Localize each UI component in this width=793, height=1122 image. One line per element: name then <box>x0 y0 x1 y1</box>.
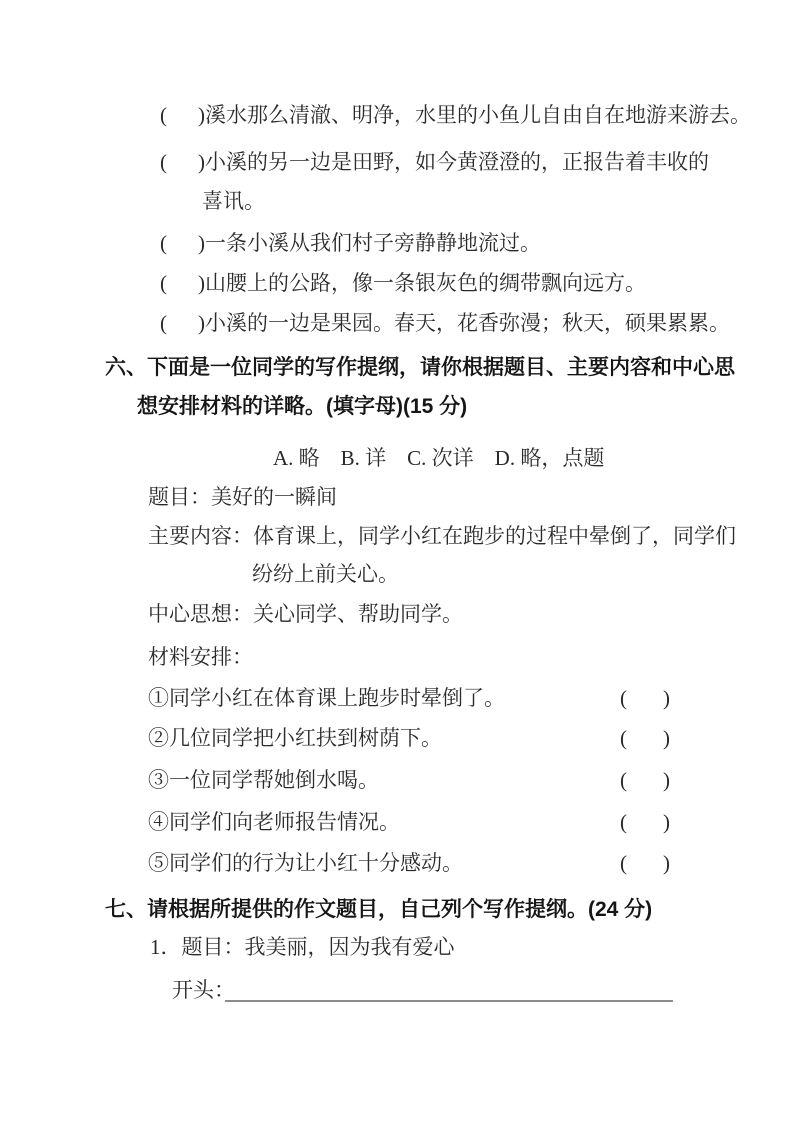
open-paren: ( <box>620 768 627 792</box>
outline-arrangement-label <box>0 644 793 672</box>
section-six-heading-line1 <box>0 355 793 383</box>
section-seven-heading-text: 七、请根据所提供的作文题目，自己列个写作提纲。(24 分) <box>105 898 653 921</box>
arrangement-item-4 <box>0 809 793 837</box>
close-paren: ) <box>198 271 205 295</box>
close-paren: ) <box>198 231 205 255</box>
close-paren: ) <box>198 311 205 335</box>
outline-theme-text: 中心思想：关心同学、帮助同学。 <box>148 602 463 626</box>
arrangement-item-text: ②几位同学把小红扶到树荫下。 <box>148 726 442 750</box>
section-six-heading-text: 想安排材料的详略。(填字母)(15 分) <box>137 395 468 418</box>
options-line-text: A. 略 B. 详 C. 次详 D. 略，点题 <box>273 446 605 470</box>
ordering-item-3 <box>0 230 793 258</box>
close-paren: ) <box>198 150 205 174</box>
ordering-item-1 <box>0 102 793 130</box>
outline-content-line1 <box>0 523 793 551</box>
close-paren: ) <box>663 726 670 750</box>
answer-blank-parens[interactable] <box>620 685 670 711</box>
ordering-item-5 <box>0 310 793 338</box>
answer-blank-parens[interactable] <box>160 310 205 336</box>
outline-content-line2 <box>0 561 793 589</box>
section-six-heading-text: 六、下面是一位同学的写作提纲，请你根据题目、主要内容和中心思 <box>105 356 735 379</box>
open-paren: ( <box>620 686 627 710</box>
answer-blank-parens[interactable] <box>160 149 205 175</box>
ordering-item-text: 小溪的一边是果园。春天，花香弥漫；秋天，硕果累累。 <box>205 311 730 335</box>
close-paren: ) <box>663 851 670 875</box>
answer-blank-parens[interactable] <box>160 270 205 296</box>
arrangement-item-5 <box>0 850 793 878</box>
close-paren: ) <box>663 768 670 792</box>
arrangement-item-text: ④同学们向老师报告情况。 <box>148 810 400 834</box>
answer-blank-parens[interactable] <box>620 809 670 835</box>
answer-blank-parens[interactable] <box>160 102 205 128</box>
close-paren: ) <box>198 103 205 127</box>
arrangement-item-1 <box>0 685 793 713</box>
outline-content-text: 纷纷上前关心。 <box>252 562 399 586</box>
arrangement-item-text: ⑤同学们的行为让小红十分感动。 <box>148 851 463 875</box>
outline-theme <box>0 601 793 629</box>
section-six-options <box>0 445 793 473</box>
open-paren: ( <box>620 726 627 750</box>
ordering-item-text: 喜讯。 <box>202 189 265 213</box>
answer-blank-parens[interactable] <box>160 230 205 256</box>
outline-content-text: 主要内容：体育课上，同学小红在跑步的过程中晕倒了，同学们 <box>148 524 736 548</box>
arrangement-item-text: ①同学小红在体育课上跑步时晕倒了。 <box>148 686 505 710</box>
close-paren: ) <box>663 810 670 834</box>
open-paren: ( <box>620 810 627 834</box>
section-six-heading-line2 <box>0 394 793 422</box>
answer-underline[interactable] <box>225 977 673 1002</box>
composition-topic-text: 1．题目：我美丽，因为我有爱心 <box>150 935 455 959</box>
ordering-item-text: 小溪的另一边是田野，如今黄澄澄的，正报告着丰收的 <box>205 150 709 174</box>
beginning-label: 开头： <box>172 978 235 1002</box>
outline-arrangement-text: 材料安排： <box>148 645 253 669</box>
open-paren: ( <box>160 311 167 335</box>
ordering-item-text: 溪水那么清澈、明净，水里的小鱼儿自由自在地游来游去。 <box>205 103 751 127</box>
open-paren: ( <box>160 231 167 255</box>
open-paren: ( <box>160 103 167 127</box>
composition-topic <box>0 934 793 962</box>
ordering-item-4 <box>0 270 793 298</box>
arrangement-item-2 <box>0 725 793 753</box>
open-paren: ( <box>160 150 167 174</box>
answer-blank-parens[interactable] <box>620 850 670 876</box>
answer-blank-parens[interactable] <box>620 767 670 793</box>
open-paren: ( <box>620 851 627 875</box>
open-paren: ( <box>160 271 167 295</box>
section-seven-heading <box>0 897 793 925</box>
outline-title-text: 题目：美好的一瞬间 <box>148 485 337 509</box>
arrangement-item-text: ③一位同学帮她倒水喝。 <box>148 768 379 792</box>
ordering-item-2-continuation <box>0 188 793 216</box>
arrangement-item-3 <box>0 767 793 795</box>
composition-beginning <box>0 977 793 1005</box>
ordering-item-text: 一条小溪从我们村子旁静静地流过。 <box>205 231 541 255</box>
answer-blank-parens[interactable] <box>620 725 670 751</box>
outline-title <box>0 484 793 512</box>
ordering-item-2 <box>0 149 793 177</box>
close-paren: ) <box>663 686 670 710</box>
ordering-item-text: 山腰上的公路，像一条银灰色的绸带飘向远方。 <box>205 271 646 295</box>
